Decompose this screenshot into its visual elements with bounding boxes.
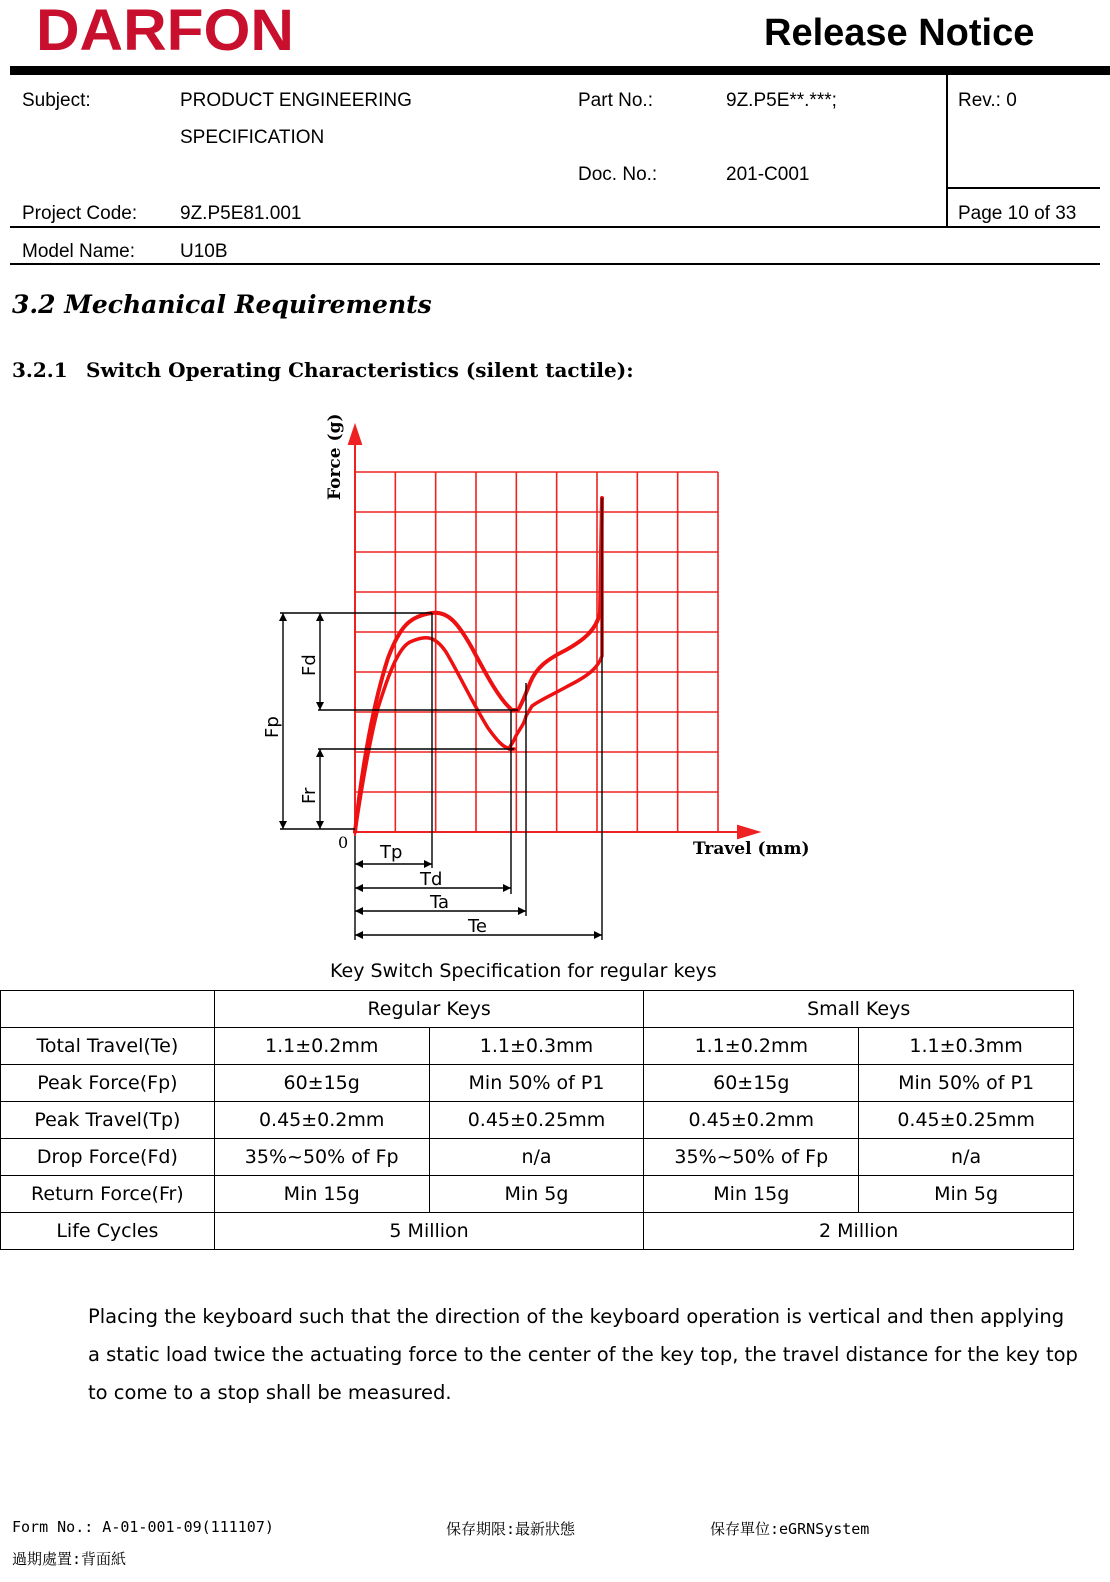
cell: Min 50% of P1 — [429, 1065, 644, 1102]
cell: Min 5g — [429, 1176, 644, 1213]
table-row — [1, 1176, 1074, 1213]
y-axis-label: Force (g) — [325, 413, 345, 500]
header-small-keys: Small Keys — [644, 991, 1074, 1028]
cell: n/a — [859, 1139, 1074, 1176]
label-td: Td — [420, 869, 443, 890]
footer-retention: 保存期限:最新狀態 — [446, 1520, 576, 1538]
cell: 1.1±0.2mm — [214, 1028, 429, 1065]
header-regular-keys: Regular Keys — [214, 991, 644, 1028]
row-label: Life Cycles — [1, 1213, 215, 1250]
cell: 35%~50% of Fp — [644, 1139, 859, 1176]
table-row — [1, 1028, 1074, 1065]
doc-no-label: Doc. No.: — [578, 164, 658, 185]
diagram-grid — [355, 472, 718, 832]
cell: Min 15g — [214, 1176, 429, 1213]
label-tp: Tp — [380, 842, 403, 863]
label-ta: Ta — [430, 892, 450, 913]
footer-form-no: Form No.: A-01-001-09(111107) — [12, 1518, 274, 1536]
x-axis-label: Travel (mm) — [693, 839, 810, 859]
header-rule-3 — [10, 263, 1100, 265]
table-row — [1, 1065, 1074, 1102]
header-top-rule — [10, 66, 1110, 75]
subsection-heading: Switch Operating Characteristics (silent tactile): — [86, 358, 634, 382]
cell: 1.1±0.3mm — [859, 1028, 1074, 1065]
document-title: Release Notice — [764, 12, 1035, 54]
cell: 1.1±0.2mm — [644, 1028, 859, 1065]
header-cell-empty — [1, 991, 215, 1028]
subject-label: Subject: — [22, 90, 91, 111]
part-no-value: 9Z.P5E**.***; — [726, 90, 837, 111]
subject-value-line1: PRODUCT ENGINEERING — [180, 90, 412, 111]
force-curve-return — [355, 498, 602, 832]
model-name-label: Model Name: — [22, 241, 135, 262]
project-code-value: 9Z.P5E81.001 — [180, 203, 302, 224]
cell-life-regular: 5 Million — [214, 1213, 644, 1250]
table-row-life-cycles — [1, 1213, 1074, 1250]
cell: 60±15g — [644, 1065, 859, 1102]
key-switch-spec-table — [0, 990, 1074, 1250]
footer-unit: 保存單位:eGRNSystem — [710, 1520, 870, 1538]
header-divider-page — [946, 187, 1100, 189]
cell-life-small: 2 Million — [644, 1213, 1074, 1250]
measurement-paragraph: Placing the keyboard such that the direction of the keyboard operation is vertical and then applying a static load twice the actuating force to the center of the key top, the travel distance for the key top to come to a stop shall be measured. — [88, 1305, 1078, 1404]
page-number: Page 10 of 33 — [958, 203, 1077, 224]
table-caption: Key Switch Specification for regular keys — [330, 960, 717, 982]
cell: 0.45±0.25mm — [429, 1102, 644, 1139]
project-code-label: Project Code: — [22, 203, 138, 224]
model-name-value: U10B — [180, 241, 228, 262]
cell: 1.1±0.3mm — [429, 1028, 644, 1065]
darfon-logo — [36, 0, 298, 56]
cell: Min 15g — [644, 1176, 859, 1213]
rev-label: Rev.: 0 — [958, 90, 1017, 111]
table-header-row — [1, 991, 1074, 1028]
doc-no-value: 201-C001 — [726, 164, 810, 185]
arrow-heads — [279, 613, 602, 939]
y-axis — [349, 426, 361, 836]
section-heading: 3.2 Mechanical Requirements — [12, 290, 432, 319]
cell: 0.45±0.2mm — [214, 1102, 429, 1139]
footer-disposal: 過期處置:背面紙 — [12, 1550, 127, 1568]
row-label: Peak Travel(Tp) — [1, 1102, 215, 1139]
label-fp: Fp — [262, 716, 283, 738]
part-no-label: Part No.: — [578, 90, 653, 111]
header-rule-2 — [10, 226, 1100, 228]
cell: 60±15g — [214, 1065, 429, 1102]
table-row — [1, 1102, 1074, 1139]
row-label: Total Travel(Te) — [1, 1028, 215, 1065]
row-label: Drop Force(Fd) — [1, 1139, 215, 1176]
cell: Min 5g — [859, 1176, 1074, 1213]
force-travel-diagram — [250, 408, 830, 948]
cell: 35%~50% of Fp — [214, 1139, 429, 1176]
cell: 0.45±0.25mm — [859, 1102, 1074, 1139]
subject-value-line2: SPECIFICATION — [180, 127, 325, 148]
label-fd: Fd — [299, 654, 320, 676]
cell: n/a — [429, 1139, 644, 1176]
table-row — [1, 1139, 1074, 1176]
row-label: Return Force(Fr) — [1, 1176, 215, 1213]
header-divider-vertical — [946, 75, 948, 227]
origin-label: 0 — [338, 833, 349, 852]
cell: Min 50% of P1 — [859, 1065, 1074, 1102]
logo-text: DARFON — [36, 0, 294, 56]
label-te: Te — [468, 916, 488, 937]
label-fr: Fr — [299, 787, 320, 804]
row-label: Peak Force(Fp) — [1, 1065, 215, 1102]
cell: 0.45±0.2mm — [644, 1102, 859, 1139]
subsection-number: 3.2.1 — [12, 358, 68, 382]
